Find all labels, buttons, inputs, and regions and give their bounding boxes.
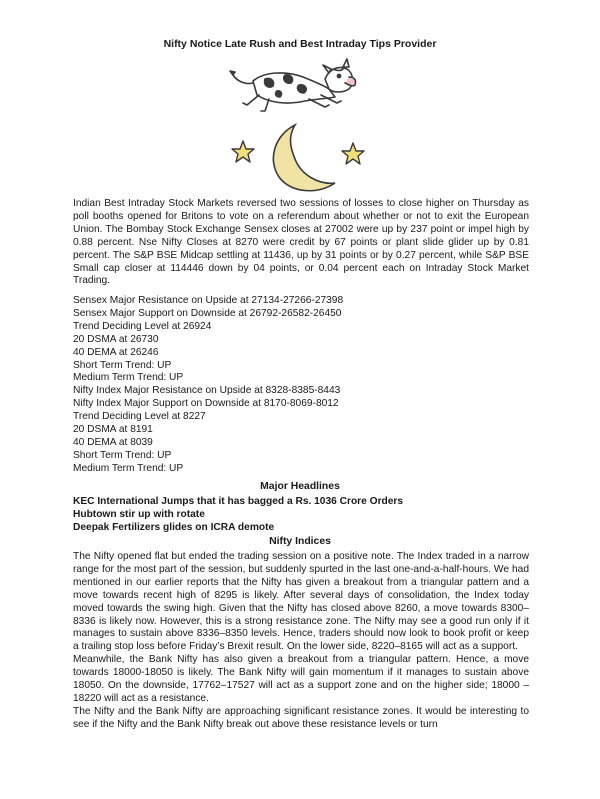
headlines-list xyxy=(73,496,529,535)
level-line: Trend Deciding Level at 8227 xyxy=(73,411,206,423)
intro-paragraph xyxy=(73,198,529,288)
levels-list xyxy=(73,295,529,476)
cow-icon xyxy=(230,59,356,111)
level-line: Short Term Trend: UP xyxy=(73,449,172,461)
star-icon-right xyxy=(342,143,364,164)
resistance-paragraph: The Nifty and the Bank Nifty are approaching significant resistance zones. It would be interesting to see if the Nifty and the Bank Nifty break out above these resistance levels or turn xyxy=(73,705,529,730)
cow-over-moon-illustration xyxy=(225,55,375,195)
intro-text: Indian Best Intraday Stock Markets reversed two sessions of losses to close higher on Thursday as poll booths opened for Britons to vote on a referendum about whether or not to exit the European Union. The Bombay Stock Exchange Sensex closes at 27002 were up by 237 point or impel high by 0.88 percent. Nse Nifty Closes at 8270 were credit by 67 points or plant slide glider up by 0.81 percent. The S&P BSE Midcap settling at 11436, up by 31 points or by 0.27 percent, while S&P BSE Small cap closer at 114446 down by 04 points, or 0.04 percent each on Intraday Stock Market Trading. xyxy=(73,198,529,287)
level-line: Sensex Major Support on Downside at 26792-26582-26450 xyxy=(73,307,342,319)
major-headlines-heading: Major Headlines xyxy=(260,481,340,492)
headline-item: Hubtown stir up with rotate xyxy=(73,508,205,520)
level-line: Short Term Trend: UP xyxy=(73,359,172,371)
level-line: 20 DSMA at 8191 xyxy=(73,424,153,436)
nifty-indices-body xyxy=(73,551,529,732)
star-icon-left xyxy=(232,141,254,162)
level-line: 20 DSMA at 26730 xyxy=(73,333,159,345)
bank-nifty-paragraph: Meanwhile, the Bank Nifty has also given a breakout from a triangular pattern. Hence, a move towards 18000-18050 is likely. The Bank Nifty will gain momentum if it manages to sustain above 18050. On the downside, 17762–17527 will act as a support zone and on the higher side; 18000 – 18220 will act as a resistance. xyxy=(73,654,529,704)
headline-item: KEC International Jumps that it has bagged a Rs. 1036 Crore Orders xyxy=(73,496,404,507)
moon-icon xyxy=(273,125,335,191)
level-line: Nifty Index Major Support on Downside at 8170-8069-8012 xyxy=(73,398,339,410)
nifty-indices-heading: Nifty Indices xyxy=(269,536,331,547)
level-line: 40 DEMA at 26246 xyxy=(73,346,159,358)
document-title: Nifty Notice Late Rush and Best Intraday Tips Provider xyxy=(163,38,437,50)
level-line: Medium Term Trend: UP xyxy=(73,372,184,384)
headline-item: Deepak Fertilizers glides on ICRA demote xyxy=(73,521,275,533)
level-line: Medium Term Trend: UP xyxy=(73,462,184,474)
level-line: 40 DEMA at 8039 xyxy=(73,436,153,448)
level-line: Nifty Index Major Resistance on Upside at 8328-8385-8443 xyxy=(73,385,341,397)
level-line: Sensex Major Resistance on Upside at 27134-27266-27398 xyxy=(73,295,344,306)
nifty-paragraph: The Nifty opened flat but ended the trading session on a positive note. The Index traded in a narrow range for the most part of the session, but suddenly spurted in the last one-and-a-half-hours. We had mentioned in our earlier reports that the Nifty has given a breakout from a triangular pattern and a move towards recent high of 8295 is likely. After several days of consolidation, the Index today moved towards the swing high. Given that the Nifty has closed above 8260, a move towards 8300–8336 is likely now. However, this is a strong resistance zone. The Nifty may see a good run only if it manages to sustain above 8336–8350 levels. Hence, traders should now look to book profit or keep a trailing stop loss before Friday’s Brexit result. On the lower side, 8220–8165 will act as a support. xyxy=(73,551,529,653)
level-line: Trend Deciding Level at 26924 xyxy=(73,320,212,332)
